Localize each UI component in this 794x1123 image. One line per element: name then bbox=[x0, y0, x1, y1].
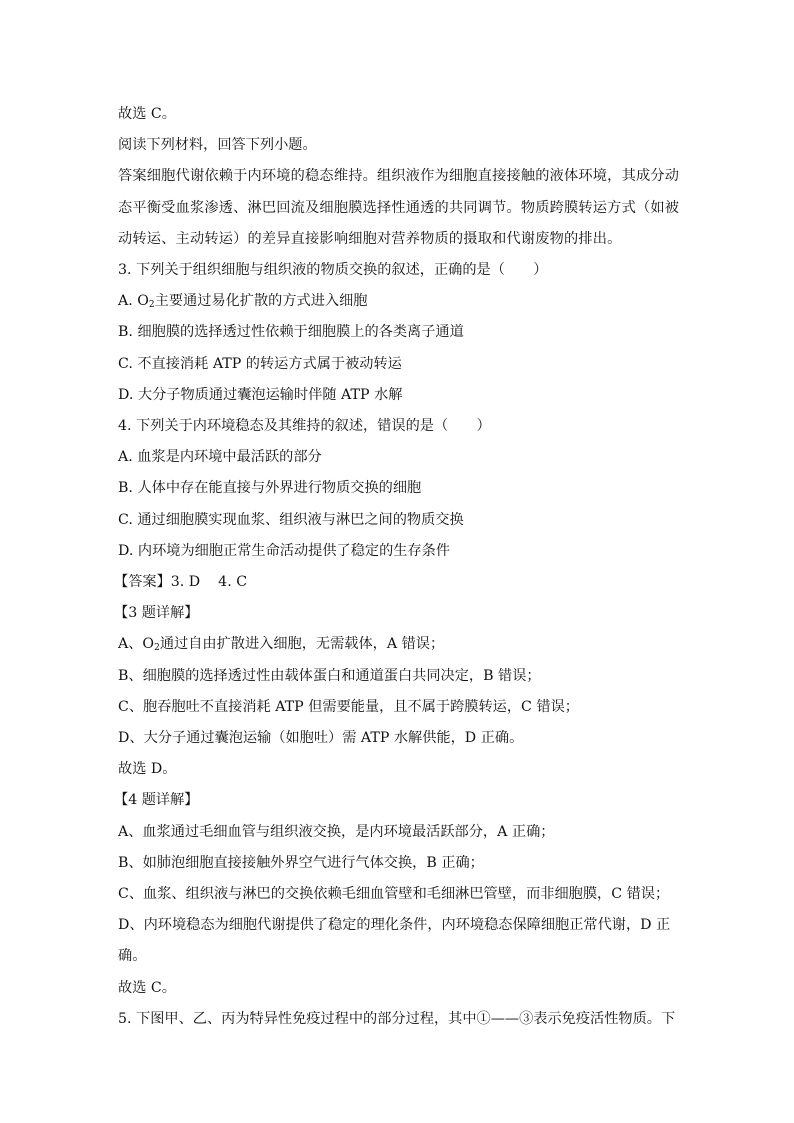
q3-explanation-heading: 【3 题详解】 bbox=[114, 605, 199, 621]
q3-explanation-d: D、大分子通过囊泡运输（如胞吐）需 ATP 水解供能，D 正确。 bbox=[118, 730, 524, 746]
q3-a-prefix: A、O bbox=[118, 636, 155, 652]
q4-explanation-heading: 【4 题详解】 bbox=[114, 792, 199, 808]
answer-key-line bbox=[114, 572, 247, 592]
material-paragraph-line-1: 答案细胞代谢依赖于内环境的稳态维持。组织液作为细胞直接接触的液体环境，其成分动 bbox=[118, 168, 680, 184]
question-4-option-b: B. 人体中存在能直接与外界进行物质交换的细胞 bbox=[118, 480, 422, 496]
q3-explanation-a bbox=[118, 634, 444, 654]
q3-explanation-b: B、细胞膜的选择透过性由载体蛋白和通道蛋白共同决定，B 错误； bbox=[118, 668, 541, 684]
instruction-line: 阅读下列材料，回答下列小题。 bbox=[118, 137, 317, 153]
q4-explanation-c: C、血浆、组织液与淋巴的交换依赖毛细血管壁和毛细淋巴管壁，而非细胞膜，C 错误； bbox=[118, 886, 670, 902]
question-3-option-d: D. 大分子物质通过囊泡运输时伴随 ATP 水解 bbox=[118, 387, 403, 403]
question-4-option-c: C. 通过细胞膜实现血浆、组织液与淋巴之间的物质交换 bbox=[118, 512, 464, 528]
q3-explanation-c: C、胞吞胞吐不直接消耗 ATP 但需要能量，且不属于跨膜转运，C 错误； bbox=[118, 699, 579, 715]
q3-a-text: 通过自由扩散进入细胞，无需载体，A 错误； bbox=[159, 636, 445, 652]
answer-key-q3: 【答案】3. D bbox=[114, 574, 201, 590]
q4-conclusion: 故选 C。 bbox=[118, 980, 176, 996]
question-3-option-b: B. 细胞膜的选择透过性依赖于细胞膜上的各类离子通道 bbox=[118, 324, 464, 340]
material-paragraph-line-2: 态平衡受血浆渗透、淋巴回流及细胞膜选择性通透的共同调节。物质跨膜转运方式（如被 bbox=[118, 200, 680, 216]
q4-explanation-b: B、如肺泡细胞直接接触外界空气进行气体交换，B 正确； bbox=[118, 855, 484, 871]
q4-explanation-a: A、血浆通过毛细血管与组织液交换，是内环境最活跃部分，A 正确； bbox=[118, 824, 555, 840]
question-5-stem: 5. 下图甲、乙、丙为特异性免疫过程中的部分过程，其中①——③表示免疫活性物质。下 bbox=[118, 1011, 676, 1027]
question-3-option-c: C. 不直接消耗 ATP 的转运方式属于被动转运 bbox=[118, 356, 402, 372]
subscript: 2 bbox=[154, 643, 160, 653]
material-paragraph-line-3: 动转运、主动转运）的差异直接影响细胞对营养物质的摄取和代谢废物的排出。 bbox=[118, 231, 622, 247]
q4-explanation-d-line-2: 确。 bbox=[118, 948, 147, 964]
question-3-option-a bbox=[118, 291, 367, 311]
question-3-stem: 3. 下列关于组织细胞与组织液的物质交换的叙述，正确的是（ ） bbox=[118, 262, 548, 278]
question-4-option-a: A. 血浆是内环境中最活跃的部分 bbox=[118, 449, 322, 465]
answer-line: 故选 C。 bbox=[118, 106, 176, 122]
q4-explanation-d-line-1: D、内环境稳态为细胞代谢提供了稳定的理化条件，内环境稳态保障细胞正常代谢，D 正 bbox=[118, 917, 671, 933]
answer-key-q4: 4. C bbox=[218, 574, 248, 590]
option-a-text: 主要通过易化扩散的方式进入细胞 bbox=[154, 293, 368, 309]
question-4-option-d: D. 内环境为细胞正常生命活动提供了稳定的生存条件 bbox=[118, 543, 451, 559]
option-a-prefix: A. O bbox=[118, 293, 149, 309]
question-4-stem: 4. 下列关于内环境稳态及其维持的叙述，错误的是（ ） bbox=[118, 418, 491, 434]
q3-conclusion: 故选 D。 bbox=[118, 761, 177, 777]
subscript: 2 bbox=[148, 300, 155, 310]
